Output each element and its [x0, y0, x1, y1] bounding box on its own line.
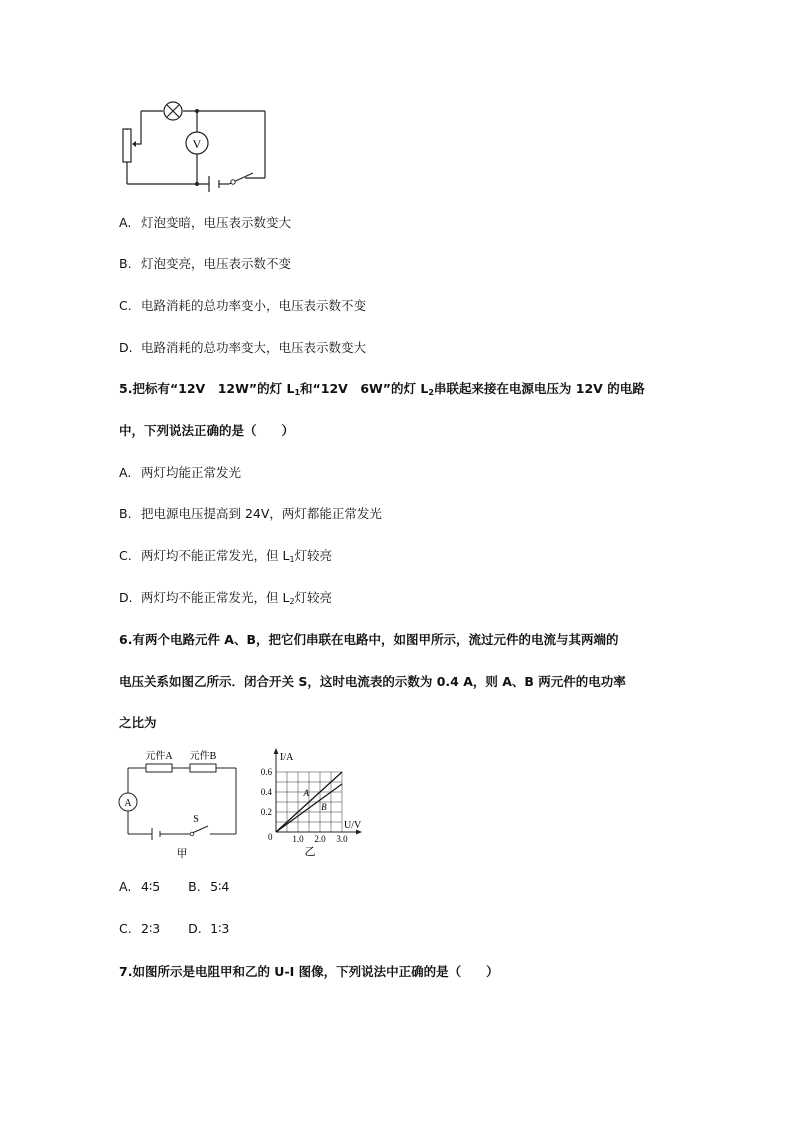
- q6-iu-graph: [258, 744, 368, 862]
- q6-stem-line1: 6.有两个电路元件 A、B，把它们串联在电路中，如图甲所示，流过元件的电流与其两端的: [119, 632, 619, 647]
- q5-option-a: A. 两灯均能正常发光: [119, 465, 242, 480]
- y-tick-label: 0.6: [260, 767, 272, 777]
- origin-label: 0: [268, 832, 273, 842]
- q5-option-b: B. 把电源电压提高到 24V，两灯都能正常发光: [119, 506, 382, 521]
- lamp-icon: [164, 102, 182, 120]
- series-label-a: A: [303, 788, 309, 798]
- q5-option-d: D. 两灯均不能正常发光，但 $L_2$灯较亮: [119, 590, 333, 606]
- voltmeter-label: V: [192, 137, 202, 151]
- q6-options-row1: A. 4∶5 B. 5∶4: [119, 879, 230, 894]
- switch-label: S: [193, 814, 199, 825]
- rheostat: [123, 129, 131, 162]
- x-axis-label: U/V: [344, 820, 362, 831]
- q6-options-row2: C. 2∶3 D. 1∶3: [119, 921, 230, 936]
- q5-stem-line2: 中，下列说法正确的是（ ）: [119, 423, 295, 438]
- x-tick-label: 3.0: [336, 834, 348, 844]
- element-a-label: 元件A: [145, 751, 173, 762]
- q5-stem-line1: 5.把标有“12V 12W”的灯 $L_1$和“12V 6W”的灯 $L_2$串联起来接在电源电压为 12V 的电路: [119, 381, 645, 397]
- q4-option-b: B. 灯泡变亮，电压表示数不变: [119, 256, 292, 271]
- q4-option-a: A. 灯泡变暗，电压表示数变大: [119, 215, 292, 230]
- x-tick-label: 1.0: [292, 834, 304, 844]
- q7-stem: 7.如图所示是电阻甲和乙的 U-I 图像，下列说法中正确的是（ ）: [119, 964, 499, 979]
- series-label-b: B: [321, 802, 327, 812]
- q4-option-d: D. 电路消耗的总功率变大，电压表示数变大: [119, 340, 367, 355]
- element-b-resistor: [190, 764, 216, 772]
- ammeter-label: A: [124, 798, 132, 809]
- q6-stem-line3: 之比为: [119, 715, 157, 730]
- q5-option-c: C. 两灯均不能正常发光，但 $L_1$灯较亮: [119, 548, 333, 564]
- x-tick-label: 2.0: [314, 834, 326, 844]
- y-tick-label: 0.4: [260, 787, 272, 797]
- y-axis-arrow: [274, 748, 279, 754]
- graph-caption: 乙: [304, 846, 316, 858]
- y-axis-label: I/A: [280, 752, 294, 763]
- q4-circuit-diagram: [115, 98, 275, 193]
- circuit-caption: 甲: [176, 848, 188, 860]
- q4-option-c: C. 电路消耗的总功率变小，电压表示数不变: [119, 298, 367, 313]
- element-b-label: 元件B: [189, 751, 217, 762]
- q6-stem-line2: 电压关系如图乙所示．闭合开关 S，这时电流表的示数为 0.4 A，则 A、B 两元件的电功率: [119, 674, 626, 689]
- q6-circuit-diagram: [116, 746, 246, 860]
- element-a-resistor: [146, 764, 172, 772]
- y-tick-label: 0.2: [260, 807, 272, 817]
